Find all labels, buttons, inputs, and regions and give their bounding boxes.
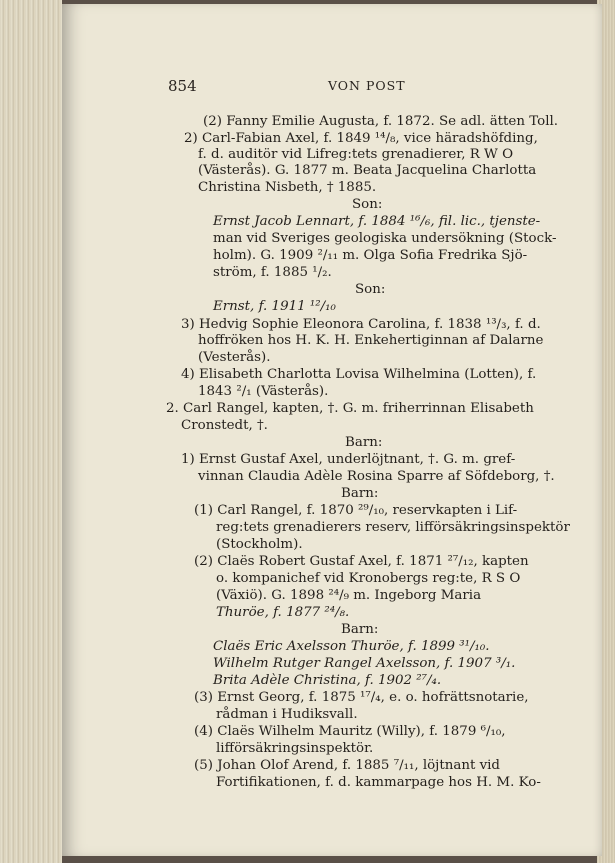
text-line: Cronstedt, †. — [181, 418, 268, 433]
text-line: Ernst, f. 1911 ¹²/₁₀ — [213, 299, 336, 314]
page-number: 854 — [168, 77, 197, 95]
text-line: Barn: — [345, 435, 383, 450]
text-line: Son: — [352, 197, 383, 212]
text-line: Claës Eric Axelsson Thuröe, f. 1899 ³¹/₁₀. — [213, 639, 490, 654]
text-line: Barn: — [341, 486, 379, 501]
text-line: (2) Claës Robert Gustaf Axel, f. 1871 ²⁷/₁₂, kapten — [194, 554, 529, 569]
text-line: (4) Claës Wilhelm Mauritz (Willy), f. 1879 ⁶/₁₀, — [194, 724, 506, 739]
text-line: lifförsäkringsinspektör. — [216, 741, 374, 756]
text-line: (2) Fanny Emilie Augusta, f. 1872. Se adl. ätten Toll. — [203, 114, 559, 129]
text-line: Ernst Jacob Lennart, f. 1884 ¹⁶/₆, fil. lic., tjenste- — [213, 214, 541, 229]
text-line: rådman i Hudiksvall. — [216, 707, 358, 722]
text-line: Christina Nisbeth, † 1885. — [198, 180, 377, 195]
text-line: (Växiö). G. 1898 ²⁴/₉ m. Ingeborg Maria — [216, 588, 482, 603]
text-line: 3) Hedvig Sophie Eleonora Carolina, f. 1838 ¹³/₃, f. d. — [181, 317, 541, 332]
text-line: Wilhelm Rutger Rangel Axelsson, f. 1907 ³/₁. — [213, 656, 516, 671]
text-line: man vid Sveriges geologiska undersökning (Stock- — [213, 231, 557, 246]
text-line: (Vesterås). — [198, 350, 271, 365]
text-line: (5) Johan Olof Arend, f. 1885 ⁷/₁₁, löjtnant vid — [194, 758, 501, 773]
text-line: 1843 ²/₁ (Västerås). — [198, 384, 329, 399]
text-line: 1) Ernst Gustaf Axel, underlöjtnant, †. G. m. gref- — [181, 452, 516, 467]
running-head: VON POST — [328, 78, 406, 93]
text-line: Son: — [355, 282, 386, 297]
text-line: Brita Adèle Christina, f. 1902 ²⁷/₄. — [213, 673, 442, 688]
text-line: reg:tets grenadierers reserv, lifförsäkringsinspektör — [216, 520, 570, 535]
text-line: f. d. auditör vid Lifreg:tets grenadierer, R W O — [198, 147, 514, 162]
text-line: ström, f. 1885 ¹/₂. — [213, 265, 332, 280]
text-line: 4) Elisabeth Charlotta Lovisa Wilhelmina (Lotten), f. — [181, 367, 537, 382]
text-line: holm). G. 1909 ²/₁₁ m. Olga Sofia Fredrika Sjö- — [213, 248, 528, 263]
text-line: hoffröken hos H. K. H. Enkehertiginnan af Dalarne — [198, 333, 544, 348]
text-line: (Stockholm). — [216, 537, 303, 552]
text-line: 2. Carl Rangel, kapten, †. G. m. friherrinnan Elisabeth — [166, 401, 534, 416]
text-line: (1) Carl Rangel, f. 1870 ²⁹/₁₀, reservkapten i Lif- — [194, 503, 518, 518]
text-line: 2) Carl-Fabian Axel, f. 1849 ¹⁴/₈, vice häradshöfding, — [184, 131, 538, 146]
text-line: (3) Ernst Georg, f. 1875 ¹⁷/₄, e. o. hofrättsnotarie, — [194, 690, 529, 705]
text-line: Fortifikationen, f. d. kammarpage hos H. M. Ko- — [216, 775, 541, 790]
text-line: o. kompanichef vid Kronobergs reg:te, R S O — [216, 571, 521, 586]
text-line: Thuröe, f. 1877 ²⁴/₈. — [216, 605, 350, 620]
text-line: vinnan Claudia Adèle Rosina Sparre af Söfdeborg, †. — [198, 469, 555, 484]
text-line: (Västerås). G. 1877 m. Beata Jacquelina Charlotta — [198, 163, 537, 178]
text-line: Barn: — [341, 622, 379, 637]
